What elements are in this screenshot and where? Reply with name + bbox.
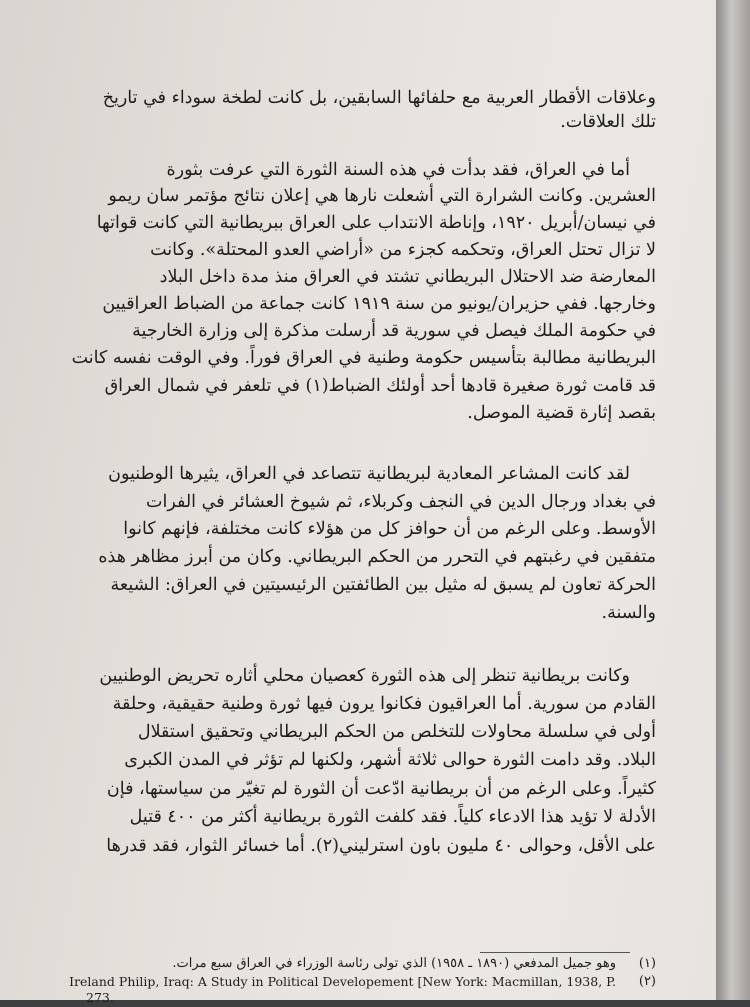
paragraph-3-line-6: والسنة.	[601, 603, 656, 623]
paragraph-4-line-6: الأدلة لا تؤيد هذا الادعاء كلياً. فقد كلفت الثورة بريطانية أكثر من ٤٠٠ قتيل	[129, 807, 656, 827]
paragraph-4-line-2: القادم من سورية. أما العراقيون فكانوا يرون فيها ثورة وطنية حقيقية، وحلقة	[112, 694, 656, 714]
paragraph-4-line-7: على الأقل، وحوالى ٤٠ مليون باون استرليني(٢). أما خسائر الثوار، فقد قدرها	[106, 836, 656, 856]
paragraph-2-line-5: المعارضة ضد الاحتلال البريطاني تشتد في العراق منذ مدة داخل البلاد	[159, 267, 656, 287]
paragraph-3-line-4: متفقين في رغبتهم في التحرر من الحكم البريطاني. وكان من أبرز مظاهر هذه	[98, 547, 656, 567]
paragraph-2-line-1: أما في العراق، فقد بدأت في هذه السنة الثورة التي عرفت بثورة	[166, 160, 630, 180]
paragraph-2-line-7: في حكومة الملك فيصل في سورية قد أرسلت مذكرة إلى وزارة الخارجية	[132, 321, 656, 341]
footnote-1-marker: (١)	[638, 956, 656, 971]
page-edge	[716, 0, 750, 1000]
paragraph-2-line-6: وخارجها. ففي حزيران/يونيو من سنة ١٩١٩ كانت جماعة من الضباط العراقيين	[102, 294, 656, 314]
footnote-2-marker: (٢)	[638, 974, 656, 989]
paragraph-2-line-8: البريطانية مطالبة بتأسيس حكومة وطنية في العراق فوراً. وفي الوقت نفسه كانت	[71, 348, 656, 368]
footnote-1-text: وهو جميل المدفعي (١٨٩٠ ـ ١٩٥٨) الذي تولى رئاسة الوزراء في العراق سبع مرات.	[172, 956, 616, 971]
footnote-separator	[480, 952, 630, 953]
paragraph-4-line-3: أولى في سلسلة محاولات للتخلص من الحكم البريطاني وتحقيق استقلال	[137, 722, 656, 742]
paragraph-1-line-2: تلك العلاقات.	[560, 112, 656, 132]
paragraph-1-line-1: وعلاقات الأقطار العربية مع حلفائها السابقين، بل كانت لطخة سوداء في تاريخ	[102, 88, 656, 108]
footnote-2-text: Ireland Philip, Iraq: A Study in Political Developement [New York: Macmillan, 1938, P.	[69, 974, 616, 989]
paragraph-3-line-3: الأوسط. وعلى الرغم من أن حوافز كل من هؤلاء كانت مختلفة، فإنهم كانوا	[123, 519, 656, 539]
paragraph-3-line-2: في بغداد ورجال الدين في النجف وكربلاء، ثم شيوخ العشائر في الفرات	[146, 492, 656, 512]
paragraph-3-line-1: لقد كانت المشاعر المعادية لبريطانية تتصاعد في العراق، يثيرها الوطنيون	[108, 464, 630, 484]
paragraph-4-line-1: وكانت بريطانية تنظر إلى هذه الثورة كعصيان محلي أثاره تحريض الوطنيين	[99, 666, 630, 686]
footnote-2-continuation: 273.	[86, 990, 114, 1005]
paragraph-4-line-5: كثيراً. وعلى الرغم من أن بريطانية ادّعت أن الثورة لم تغيّر من سياستها، فإن	[106, 779, 656, 799]
paragraph-3-line-5: الحركة تعاون لم يسبق له مثيل بين الطائفتين الرئيسيتين في العراق: الشيعة	[110, 575, 656, 595]
paragraph-2-line-2: العشرين. وكانت الشرارة التي أشعلت نارها هي إعلان نتائج مؤتمر سان ريمو	[108, 186, 656, 206]
paragraph-2-line-4: لا تزال تحتل العراق، وتحكمه كجزء من «أراضي العدو المحتلة». وكانت	[150, 240, 656, 260]
paragraph-4-line-4: البلاد. وقد دامت الثورة حوالى ثلاثة أشهر، ولكنها لم تؤثر في المدن الكبرى	[124, 750, 656, 770]
paragraph-2-line-9: قد قامت ثورة صغيرة قادها أحد أولئك الضباط(١) في تلعفر في شمال العراق	[104, 376, 656, 396]
paragraph-2-line-10: بقصد إثارة قضية الموصل.	[467, 403, 656, 423]
paragraph-2-line-3: في نيسان/أبريل ١٩٢٠، وإناطة الانتداب على العراق ببريطانية التي كانت قواتها	[96, 213, 656, 233]
